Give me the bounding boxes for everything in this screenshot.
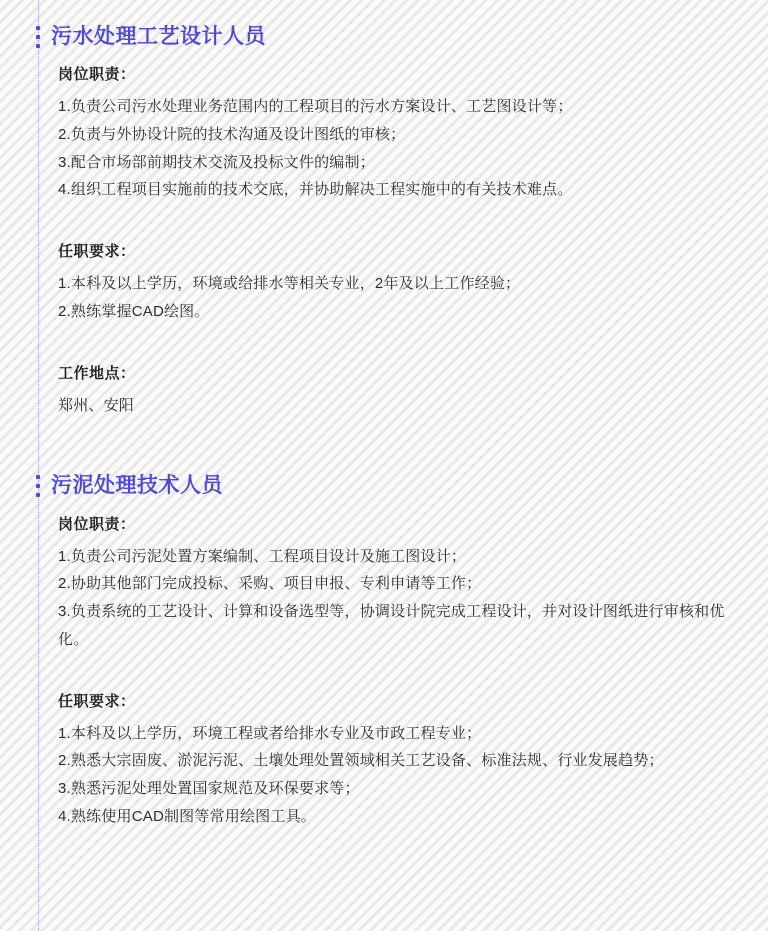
job-title: 污泥处理技术人员 [51,474,223,498]
section-line: 3.配合市场部前期技术交流及投标文件的编制； [58,153,375,171]
section-line: 2.负责与外协设计院的技术沟通及设计图纸的审核； [58,125,406,143]
bullet-marker-icon [36,26,41,48]
section-heading: 工作地点： [58,364,136,382]
section-line: 1.负责公司污水处理业务范围内的工程项目的污水方案设计、工艺图设计等； [58,98,573,116]
spacer [38,668,732,690]
section-line: 4.组织工程项目实施前的技术交底，并协助解决工程实施中的有关技术难点。 [58,181,573,199]
job-section-requirements [38,690,732,831]
section-line: 4.熟练使用CAD制图等常用绘图工具。 [58,807,316,825]
bullet-marker-icon [36,475,41,497]
section-line: 3.熟悉污泥处理处置国家规范及环保要求等； [58,780,360,798]
job-posting [38,473,732,830]
section-line: 2.熟悉大宗固废、淤泥污泥、土壤处理处置领域相关工艺设备、标准法规、行业发展趋势； [58,752,664,770]
job-section-responsibilities [38,63,732,204]
section-line: 郑州、安阳 [58,396,135,414]
section-heading: 任职要求： [58,692,136,710]
section-heading: 岗位职责： [58,515,136,533]
job-title: 污水处理工艺设计人员 [51,25,266,48]
job-title-row [38,24,732,49]
spacer [38,433,732,473]
job-title-row [38,473,732,498]
section-line: 2.熟练掌握CAD绘图。 [58,302,210,320]
job-section-requirements [38,240,732,326]
section-line: 3.负责系统的工艺设计、计算和设备选型等，协调设计院完成工程设计，并对设计图纸进行审核和优化。 [58,603,725,648]
job-posting [38,24,732,419]
spacer [38,218,732,240]
section-line: 1.本科及以上学历，环境或给排水等相关专业，2年及以上工作经验； [58,275,521,293]
section-line: 1.本科及以上学历，环境工程或者给排水专业及市政工程专业； [58,724,482,742]
section-heading: 任职要求： [58,243,136,261]
spacer [38,340,732,362]
job-section-responsibilities [38,513,732,654]
job-section-location [38,362,732,420]
section-line: 1.负责公司污泥处置方案编制、工程项目设计及施工图设计； [58,547,467,565]
section-line: 2.协助其他部门完成投标、采购、项目申报、专利申请等工作； [58,575,482,593]
section-heading: 岗位职责： [58,66,136,84]
